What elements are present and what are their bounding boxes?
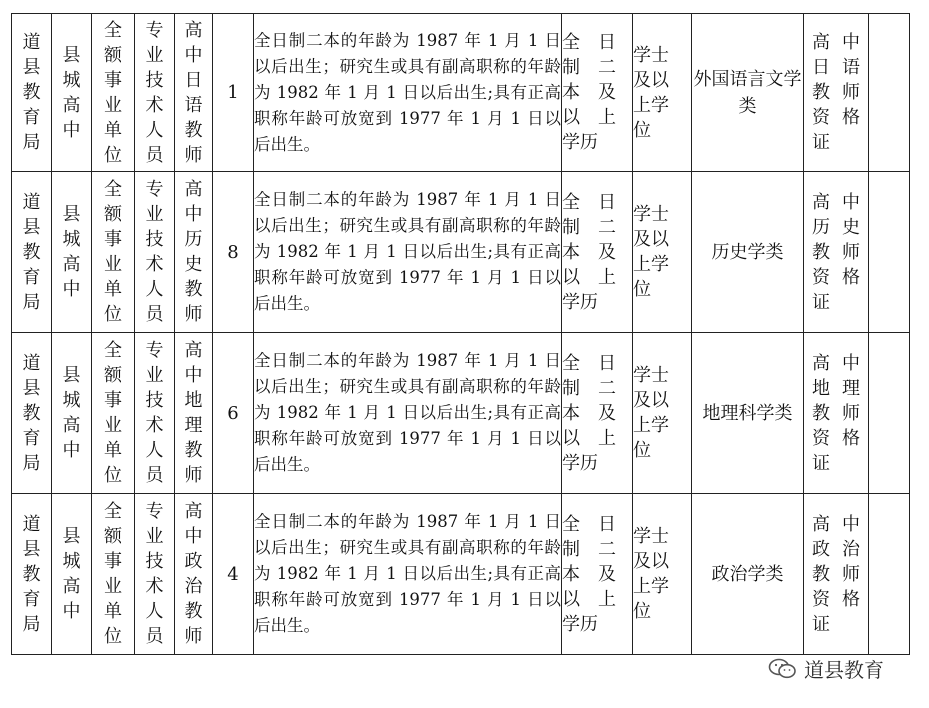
edu-char: 及	[598, 563, 616, 585]
category-cell	[135, 333, 175, 494]
unit: 县城高中	[62, 44, 81, 141]
edu-char: 以	[562, 588, 580, 610]
cert-char: 证	[812, 132, 830, 153]
degree-line: 及以	[633, 69, 669, 91]
degree-line: 位	[633, 440, 651, 461]
category: 专业技术人员	[145, 179, 164, 325]
degree-line: 学士	[633, 526, 669, 547]
cert-char: 师	[842, 563, 860, 585]
major-cell	[692, 333, 804, 494]
degree-line: 上学	[633, 415, 669, 436]
cert-char: 教	[812, 563, 830, 585]
cert-char: 师	[842, 402, 860, 424]
nature: 全额事业单位	[104, 179, 122, 325]
cert-col-right	[842, 190, 860, 315]
nature-cell	[92, 14, 135, 172]
cert-col-left	[812, 512, 830, 637]
empty-cell	[869, 14, 910, 172]
cert-char: 格	[842, 427, 860, 449]
degree-line: 位	[633, 279, 651, 300]
count-cell	[213, 172, 254, 333]
edu-char: 本	[562, 402, 580, 424]
edu-char: 学历	[562, 613, 598, 635]
edu-char: 上	[598, 107, 616, 128]
edu-char: 全	[562, 32, 580, 53]
edu-char: 日	[598, 352, 616, 374]
edu-char: 上	[598, 427, 616, 449]
cert-char: 资	[812, 427, 830, 449]
cert-char: 高	[812, 513, 830, 535]
degree-line: 及以	[633, 229, 669, 250]
edu-char: 及	[598, 82, 616, 103]
edu-char: 制	[562, 216, 580, 238]
major: 历史学类	[711, 241, 784, 263]
recruitment-table	[11, 13, 910, 655]
unit: 县城高中	[62, 204, 81, 300]
cert-char: 教	[812, 402, 830, 424]
count-cell	[213, 333, 254, 494]
cert-char: 语	[842, 57, 860, 78]
cert-char: 格	[842, 588, 860, 610]
edu-char: 日	[598, 513, 616, 535]
position: 高中地理教师	[184, 340, 203, 486]
edu-char: 二	[598, 377, 616, 399]
edu-char: 二	[598, 538, 616, 560]
count: 8	[227, 241, 239, 263]
requirement-cell	[254, 333, 562, 494]
empty-cell	[869, 333, 910, 494]
table-row	[12, 14, 910, 172]
unit-cell	[52, 494, 92, 655]
edu-char: 上	[598, 588, 616, 610]
degree-line: 及以	[633, 551, 669, 572]
edu-char: 日	[598, 32, 616, 53]
cert-char: 资	[812, 588, 830, 610]
cert-char: 格	[842, 107, 860, 128]
degree-line: 学士	[633, 204, 669, 225]
category: 专业技术人员	[145, 501, 164, 647]
cert-char: 教	[812, 241, 830, 263]
cert-cell	[804, 14, 869, 172]
cert-char: 中	[842, 513, 860, 535]
cert-char: 师	[842, 241, 860, 263]
cert-char: 资	[812, 266, 830, 288]
empty-cell	[869, 494, 910, 655]
major-cell	[692, 494, 804, 655]
edu-char: 以	[562, 266, 580, 288]
nature-cell	[92, 172, 135, 333]
cert-char: 史	[842, 216, 860, 238]
major-cell	[692, 172, 804, 333]
count-cell	[213, 494, 254, 655]
requirement: 全日制二本的年龄为 1987 年 1 月 1 日以后出生；研究生或具有副高职称的年龄为 1982 年 1 月 1 日以后出生;具有正高职称年龄可放宽到 1977 年 1 月 1 日以后出生。	[254, 30, 561, 154]
watermark	[768, 654, 884, 683]
position-cell	[175, 14, 213, 172]
cert-char: 中	[842, 352, 860, 374]
requirement-cell	[254, 172, 562, 333]
degree-line: 学士	[633, 44, 669, 66]
dept: 道县教育局	[22, 513, 41, 635]
position: 高中日语教师	[184, 19, 203, 166]
nature: 全额事业单位	[104, 340, 122, 486]
major-cell	[692, 14, 804, 172]
cert-char: 格	[842, 266, 860, 288]
unit: 县城高中	[62, 526, 81, 622]
edu-char: 全	[562, 191, 580, 213]
edu-char: 及	[598, 241, 616, 263]
cert-col-left	[812, 30, 830, 155]
degree-cell	[633, 333, 692, 494]
degree-line: 及以	[633, 390, 669, 411]
major: 政治学类	[711, 563, 784, 585]
degree-line: 位	[633, 119, 651, 141]
edu-char: 二	[598, 216, 616, 238]
table-row	[12, 494, 910, 655]
degree-line: 上学	[633, 94, 669, 116]
cert-col-right	[842, 30, 860, 155]
cert-char: 政	[812, 538, 830, 560]
dept: 道县教育局	[22, 32, 41, 153]
position-cell	[175, 172, 213, 333]
position: 高中政治教师	[184, 501, 203, 647]
position: 高中历史教师	[184, 179, 203, 325]
cert-cell	[804, 494, 869, 655]
edu-char: 制	[562, 377, 580, 399]
table-row	[12, 333, 910, 494]
empty-cell	[869, 172, 910, 333]
degree-line: 上学	[633, 576, 669, 597]
requirement: 全日制二本的年龄为 1987 年 1 月 1 日以后出生；研究生或具有副高职称的年龄为 1982 年 1 月 1 日以后出生;具有正高职称年龄可放宽到 1977 年 1 月 1 日以后出生。	[254, 351, 561, 474]
edu-char: 上	[598, 266, 616, 288]
cert-col-right	[842, 351, 860, 476]
edu-char: 日	[598, 191, 616, 213]
unit-cell	[52, 333, 92, 494]
cert-cell	[804, 333, 869, 494]
requirement: 全日制二本的年龄为 1987 年 1 月 1 日以后出生；研究生或具有副高职称的年龄为 1982 年 1 月 1 日以后出生;具有正高职称年龄可放宽到 1977 年 1 月 1 日以后出生。	[254, 512, 561, 635]
category-cell	[135, 172, 175, 333]
cert-char: 中	[842, 191, 860, 213]
category-cell	[135, 494, 175, 655]
edu-char: 制	[562, 57, 580, 78]
nature: 全额事业单位	[104, 501, 122, 647]
cert-char: 历	[812, 216, 830, 238]
watermark-text: 道县教育	[804, 658, 884, 682]
edu-char: 学历	[562, 452, 598, 474]
dept-cell	[12, 172, 52, 333]
degree-line: 位	[633, 601, 651, 622]
dept: 道县教育局	[22, 352, 41, 474]
nature-cell	[92, 494, 135, 655]
edu-char: 以	[562, 107, 580, 128]
cert-char: 高	[812, 352, 830, 374]
cert-char: 证	[812, 291, 830, 313]
cert-col-left	[812, 351, 830, 476]
degree-cell	[633, 14, 692, 172]
education-cell	[562, 14, 633, 172]
cert-char: 高	[812, 32, 830, 53]
edu-char: 及	[598, 402, 616, 424]
requirement: 全日制二本的年龄为 1987 年 1 月 1 日以后出生；研究生或具有副高职称的年龄为 1982 年 1 月 1 日以后出生;具有正高职称年龄可放宽到 1977 年 1 月 1 日以后出生。	[254, 190, 561, 313]
category: 专业技术人员	[145, 340, 164, 486]
major: 外国语言文学类	[693, 68, 802, 117]
cert-char: 地	[812, 377, 830, 399]
dept-cell	[12, 494, 52, 655]
unit-cell	[52, 172, 92, 333]
edu-char: 全	[562, 513, 580, 535]
degree-cell	[633, 172, 692, 333]
table-row	[12, 172, 910, 333]
cert-char: 师	[842, 82, 860, 103]
edu-char: 本	[562, 82, 580, 103]
education-cell	[562, 172, 633, 333]
cert-char: 资	[812, 107, 830, 128]
major: 地理科学类	[702, 402, 793, 424]
edu-char: 学历	[562, 291, 598, 313]
cert-char: 高	[812, 191, 830, 213]
cert-char: 中	[842, 32, 860, 53]
edu-char: 全	[562, 352, 580, 374]
edu-char: 本	[562, 241, 580, 263]
cert-char: 日	[812, 57, 830, 78]
cert-char: 治	[842, 538, 860, 560]
count: 4	[227, 563, 239, 585]
unit-cell	[52, 14, 92, 172]
dept: 道县教育局	[22, 191, 41, 313]
cert-char: 证	[812, 452, 830, 474]
wechat-icon	[768, 657, 798, 681]
unit: 县城高中	[62, 365, 81, 461]
cert-char: 证	[812, 613, 830, 635]
edu-char: 本	[562, 563, 580, 585]
edu-char: 以	[562, 427, 580, 449]
category-cell	[135, 14, 175, 172]
position-cell	[175, 494, 213, 655]
count: 1	[227, 82, 239, 103]
degree-line: 学士	[633, 365, 669, 386]
nature: 全额事业单位	[104, 19, 122, 166]
dept-cell	[12, 333, 52, 494]
nature-cell	[92, 333, 135, 494]
cert-col-right	[842, 512, 860, 637]
cert-char: 教	[812, 82, 830, 103]
edu-char: 制	[562, 538, 580, 560]
edu-char: 二	[598, 57, 616, 78]
cert-cell	[804, 172, 869, 333]
count-cell	[213, 14, 254, 172]
degree-cell	[633, 494, 692, 655]
requirement-cell	[254, 14, 562, 172]
position-cell	[175, 333, 213, 494]
count: 6	[227, 402, 239, 424]
degree-line: 上学	[633, 254, 669, 275]
dept-cell	[12, 14, 52, 172]
education-cell	[562, 333, 633, 494]
cert-char: 理	[842, 377, 860, 399]
education-cell	[562, 494, 633, 655]
edu-char: 学历	[562, 132, 598, 153]
requirement-cell	[254, 494, 562, 655]
category: 专业技术人员	[145, 19, 164, 166]
cert-col-left	[812, 190, 830, 315]
